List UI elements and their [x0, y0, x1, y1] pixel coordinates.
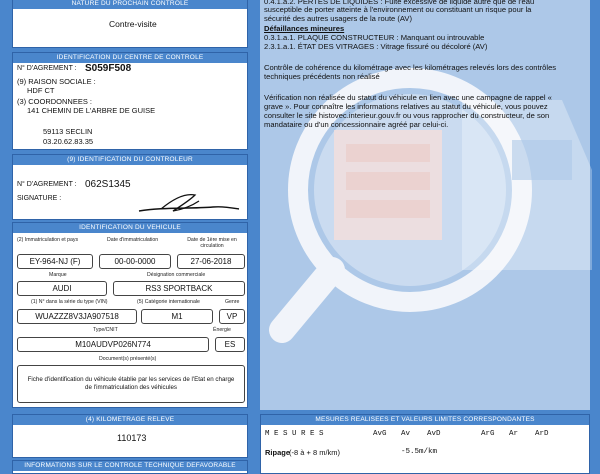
controller-header: (9) IDENTIFICATION DU CONTROLEUR [13, 155, 247, 165]
major-defect-line-1: 0.4.1.a.2. PERTES DE LIQUIDES : Fuite excessive de liquide autre que de l'eau [264, 0, 535, 6]
vehicle-date-immat-label: Date d'immatriculation [107, 237, 159, 243]
measures-col-av: Av [401, 430, 411, 438]
ripage-value: -5.5m/km [401, 448, 438, 456]
vehicle-genre-field: VP [219, 309, 245, 324]
vehicle-designation-field: RS3 SPORTBACK [113, 281, 245, 296]
mileage-panel [12, 414, 248, 458]
info-bottom-panel [12, 460, 248, 474]
vehicle-docs-line-1: Fiche d'identification du véhicule établie par les services de l'Etat en charge [27, 376, 235, 383]
measures-col-ar: Ar [509, 430, 519, 438]
center-city: 59113 SECLIN [43, 127, 93, 136]
minor-defect-line-1: 0.3.1.a.1. PLAQUE CONSTRUCTEUR : Manquant ou introuvable [264, 33, 485, 42]
major-defect-line-3: sécurité des autres usagers de la route (AV) [264, 14, 413, 23]
center-raison-value: HDF CT [27, 86, 55, 95]
center-agrement-label: N° D'AGREMENT : [17, 65, 77, 72]
vehicle-header: IDENTIFICATION DU VEHICULE [13, 223, 247, 233]
vehicle-cat-label: (5) Catégorie internationale [137, 299, 200, 305]
measures-col-avg: AvG [373, 430, 387, 438]
controller-signature-label: SIGNATURE : [17, 195, 62, 202]
center-address: 141 CHEMIN DE L'ARBRE DE GUISE [27, 106, 156, 115]
vehicle-immat-field: EY-964-NJ (F) [17, 254, 93, 269]
recall-line-1: Vérification non réalisée du statut du véhicule en lien avec une campagne de rappel « [264, 93, 552, 102]
measures-title: M E S U R E S [265, 430, 324, 438]
vehicle-type-field: M10AUDVP026N774 [17, 337, 209, 352]
vehicle-cat-field: M1 [141, 309, 213, 324]
vehicle-panel [12, 222, 248, 408]
major-defect-line-2: susceptible de porter atteinte à l'environnement ou constituant un risque pour la [264, 5, 532, 14]
controller-signature-icon [133, 189, 243, 217]
mileage-check-line-2: techniques précédents non réalisé [264, 72, 380, 81]
recall-line-4: mandataire ou d'un concessionnaire agréé par celui-ci. [264, 120, 449, 129]
controller-agrement-label: N° D'AGREMENT : [17, 181, 77, 188]
vehicle-type-label: Type/CNIT [93, 327, 118, 333]
vehicle-docs-label: Document(s) présenté(s) [99, 356, 157, 362]
center-agrement-value: S059F508 [85, 63, 132, 74]
next-visit-panel [12, 0, 248, 48]
measures-col-arg: ArG [481, 430, 495, 438]
center-raison-label: (9) RAISON SOCIALE : [17, 77, 96, 86]
next-visit-value: Contre-visite [109, 19, 157, 29]
vehicle-vin-label: (1) N° dans la série du type (VIN) [31, 299, 108, 305]
vehicle-designation-label: Désignation commerciale [147, 272, 206, 278]
measures-col-ard: ArD [535, 430, 549, 438]
measures-col-avd: AvD [427, 430, 441, 438]
ripage-label: Ripage [265, 448, 291, 457]
vehicle-docs-field [17, 365, 245, 403]
vehicle-first-circ-field: 27-06-2018 [177, 254, 245, 269]
center-coord-label: (3) COORDONNEES : [17, 97, 93, 106]
mileage-value: 110173 [117, 433, 147, 443]
recall-line-2: grave ». Pour connaître les informations relatives au statut du véhicule, vous pouvez [264, 102, 548, 111]
measures-panel [260, 414, 590, 474]
vehicle-vin-field: WUAZZZ8V3JA907518 [17, 309, 137, 324]
vehicle-date-immat-field: 00-00-0000 [99, 254, 171, 269]
mileage-header: (4) KILOMETRAGE RELEVE [13, 415, 247, 425]
next-visit-header: NATURE DU PROCHAIN CONTROLE [13, 0, 247, 9]
ripage-range: (-8 à + 8 m/km) [289, 448, 341, 457]
minor-defects-heading: Défaillances mineures [264, 24, 345, 33]
recall-line-3: consulter le site histovec.interieur.gouv.fr ou vous rapprocher du constructeur, de son [264, 111, 550, 120]
vehicle-genre-label: Genre [225, 299, 240, 305]
minor-defect-line-2: 2.3.1.a.1. ÉTAT DES VITRAGES : Vitrage fissuré ou décoloré (AV) [264, 42, 488, 51]
center-panel [12, 52, 248, 150]
center-header: IDENTIFICATION DU CENTRE DE CONTROLE [13, 53, 247, 63]
center-phone: 03.20.62.83.35 [43, 137, 94, 146]
vehicle-marque-field: AUDI [17, 281, 107, 296]
mileage-check-line-1: Contrôle de cohérence du kilométrage avec les kilométrages relevés lors des contrôles [264, 63, 557, 72]
vehicle-energie-field: ES [215, 337, 245, 352]
vehicle-energie-label: Énergie [213, 327, 231, 333]
measures-header: MESURES REALISEES ET VALEURS LIMITES CORRESPONDANTES [261, 415, 589, 425]
vehicle-docs-line-2: de l'immatriculation des véhicules [85, 384, 177, 391]
right-column-background [260, 0, 590, 410]
info-bottom-header: INFORMATIONS SUR LE CONTROLE TECHNIQUE DEFAVORABLE [13, 461, 247, 471]
vehicle-immat-label: (2) Immatriculation et pays [17, 237, 79, 243]
controller-panel [12, 154, 248, 220]
vehicle-first-circ-label: Date de 1ère mise en circulation [187, 237, 237, 249]
vehicle-marque-label: Marque [49, 272, 67, 278]
controller-agrement-value: 062S1345 [85, 179, 131, 190]
